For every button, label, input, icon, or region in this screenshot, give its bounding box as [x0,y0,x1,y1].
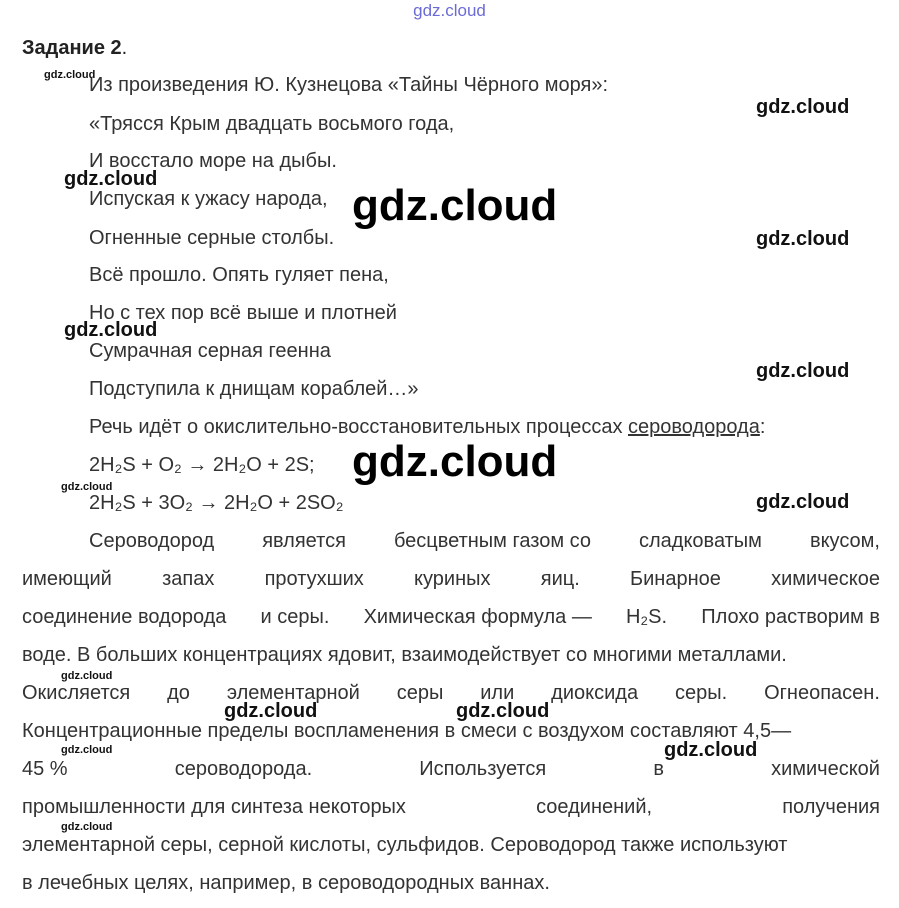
task-suffix: . [121,37,128,59]
poem-line: Всё прошло. Опять гуляет пена, [89,264,389,286]
poem-line: Испуская к ужасу народа, [89,188,328,210]
word: яиц. [540,568,580,590]
paragraph-line [22,794,880,820]
watermark: gdz.cloud [44,69,96,81]
watermark: gdz.cloud [224,700,318,722]
task-title [22,35,127,61]
task-label: Задание 2 [22,37,122,59]
word: Сероводород [89,530,215,552]
word: в лечебных целях, например, в сероводородных ваннах. [22,872,550,894]
watermark: gdz.cloud [61,670,113,682]
watermark: gdz.cloud [756,360,850,382]
watermark: gdz.cloud [664,739,758,761]
watermark: gdz.cloud [756,491,850,513]
poem-line: «Трясся Крым двадцать восьмого года, [89,113,455,135]
poem-line: Огненные серные столбы. [89,227,335,249]
word: химическое [771,568,880,590]
word: диоксида [551,682,639,704]
word: элементарной серы, серной кислоты, сульфидов. Сероводород также используют [22,834,788,856]
word: Концентрационные пределы воспламенения в смеси с воздухом составляют 4,5— [22,720,792,742]
watermark: gdz.cloud [352,181,558,230]
word: 45 % [22,758,68,780]
word: сероводорода. [174,758,313,780]
poem-line: Но с тех пор всё выше и плотней [89,302,397,324]
word: запах [162,568,215,590]
word: имеющий [22,568,112,590]
watermark: gdz.cloud [61,744,113,756]
poem-line: Подступила к днищам кораблей…» [89,378,419,400]
word: протухших [264,568,364,590]
watermark: gdz.cloud [756,96,850,118]
watermark: gdz.cloud [352,437,558,486]
word: элементарной [226,682,360,704]
word: куриных [414,568,491,590]
top-watermark: gdz.cloud [413,1,486,20]
watermark: gdz.cloud [61,821,113,833]
word: Огнеопасен. [764,682,880,704]
poem-line: Сумрачная серная геенна [89,340,331,362]
watermark: gdz.cloud [756,228,850,250]
word: серы [396,682,444,704]
word: Окисляется [22,682,131,704]
paragraph-line [22,680,880,706]
equation-1: 2H₂S + O₂ → 2H₂O + 2S; [89,454,315,476]
word: Используется [419,758,547,780]
word: бесцветным газом со [393,530,591,552]
word: Бинарное [630,568,721,590]
word: до [167,682,190,704]
word: Химическая формула — [363,606,592,628]
word: или [480,682,515,704]
word: промышленности для синтеза некоторых [22,796,406,818]
word: вкусом, [809,530,880,552]
poem-line: И восстало море на дыбы. [89,150,337,172]
paragraph-line [22,832,880,858]
word: сладковатым [638,530,762,552]
word: и серы. [260,606,330,628]
paragraph-line [22,870,880,896]
word: химической [771,758,880,780]
equation-2: 2H₂S + 3O₂ → 2H₂O + 2SO₂ [89,492,344,514]
word: получения [782,796,880,818]
word: серы. [674,682,728,704]
word: является [262,530,346,552]
speech-after: : [759,416,766,438]
word: соединений, [536,796,653,818]
hydrogen-sulfide-link[interactable]: сероводорода [628,416,760,438]
speech-before: Речь идёт о окислительно-восстановительных процессах [89,416,628,438]
word: воде. В больших концентрациях ядовит, взаимодействует со многими металлами. [22,644,787,666]
paragraph-line [22,566,880,592]
paragraph-line [89,528,880,554]
watermark: gdz.cloud [64,319,158,341]
word: в [653,758,664,780]
word: соединение водорода [22,606,227,628]
watermark: gdz.cloud [456,700,550,722]
word: Плохо растворим в [701,606,880,628]
intro-line: Из произведения Ю. Кузнецова «Тайны Чёрного моря»: [89,74,609,96]
watermark: gdz.cloud [61,481,113,493]
paragraph-line [22,604,880,630]
word: H₂S. [625,606,668,628]
paragraph-line [22,642,880,668]
watermark: gdz.cloud [64,168,158,190]
